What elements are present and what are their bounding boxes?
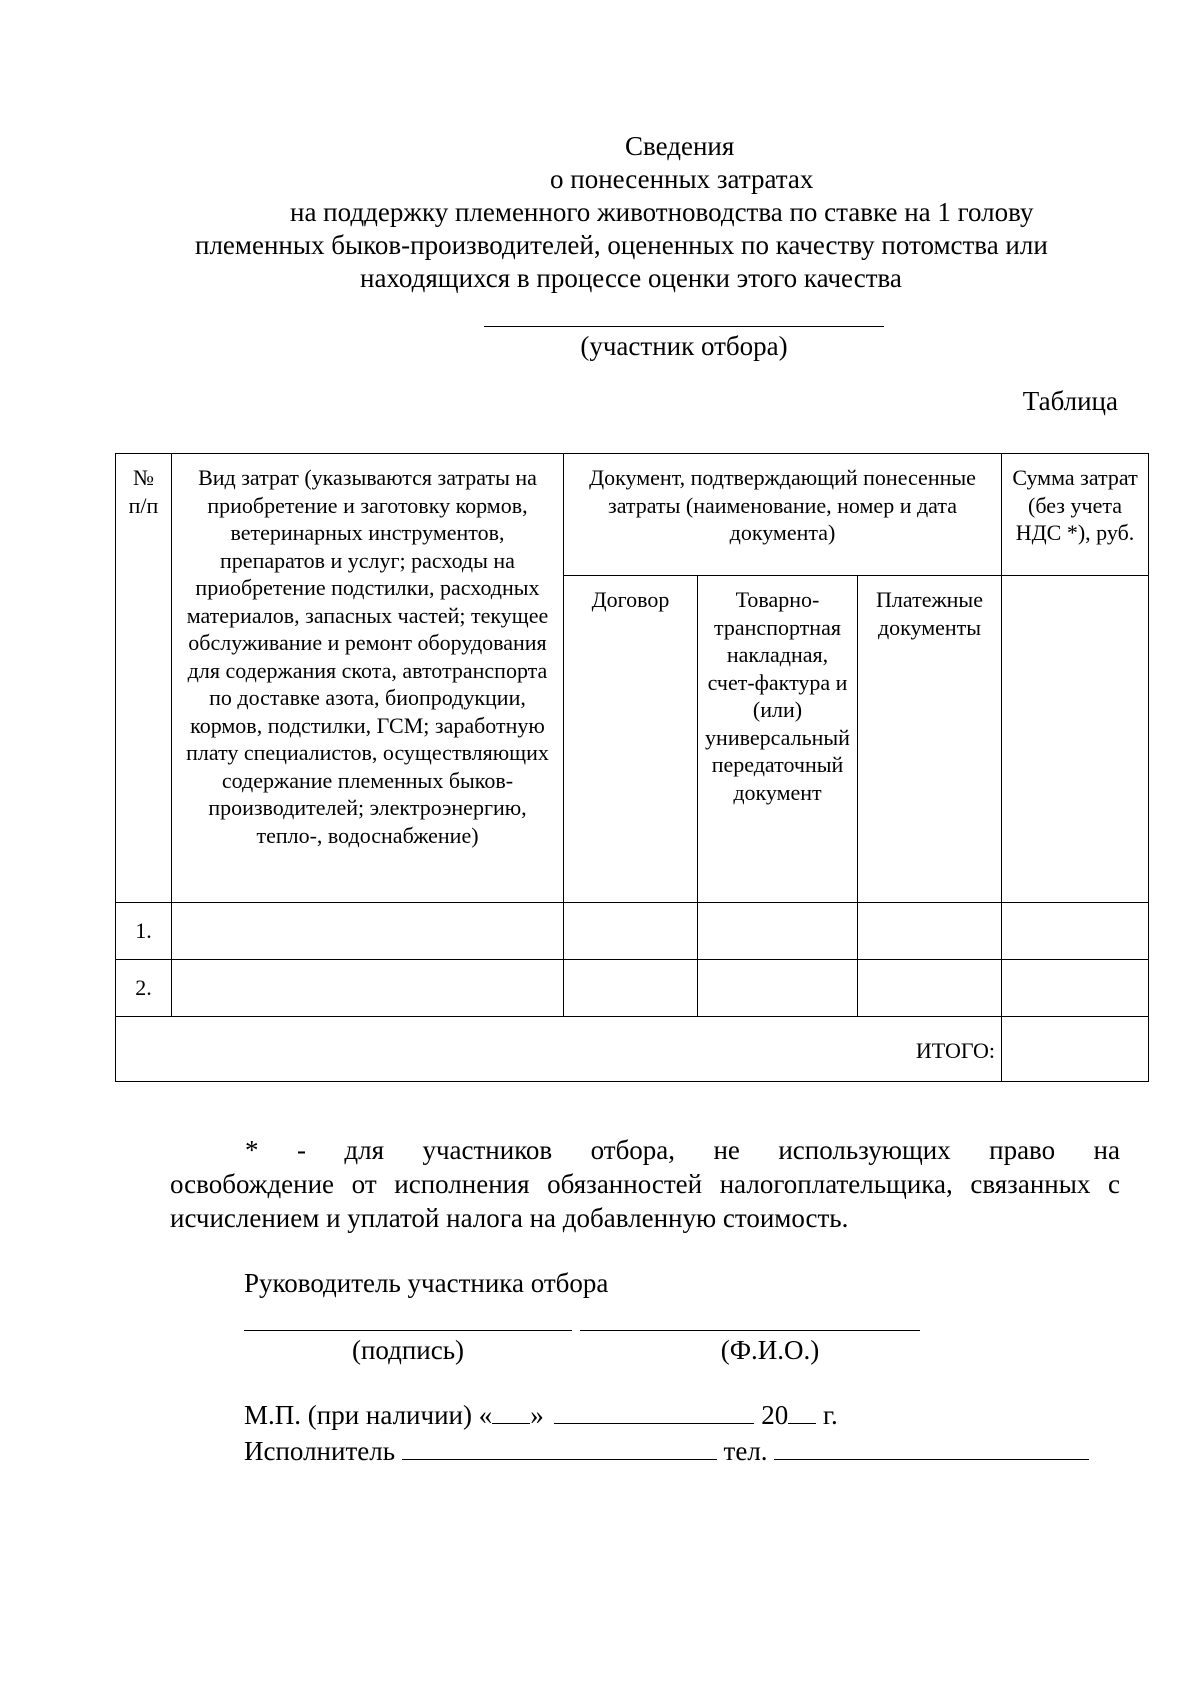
table-header-row bbox=[116, 454, 1149, 576]
stamp-date-line bbox=[244, 1398, 838, 1432]
stamp-label: М.П. (при наличии) « bbox=[244, 1400, 493, 1430]
subheader-contract: Договор bbox=[564, 576, 698, 903]
row-cost-kind-cell[interactable] bbox=[172, 960, 564, 1017]
total-label: ИТОГО: bbox=[116, 1017, 1002, 1082]
row-payment-cell[interactable] bbox=[858, 903, 1002, 960]
header-sum: Сумма затрат (без учета НДС *), руб. bbox=[1002, 454, 1149, 576]
participant-caption: (участник отбора) bbox=[580, 331, 788, 361]
signature-caption: (подпись) bbox=[351, 1335, 465, 1365]
subheader-waybill: Товарно-транспортная накладная, счет-фактура и (или) универсальный передаточный документ bbox=[698, 576, 858, 903]
name-blank-line[interactable] bbox=[580, 1330, 920, 1331]
head-label: Руководитель участника отбора bbox=[244, 1268, 609, 1298]
phone-blank[interactable] bbox=[774, 1435, 1089, 1460]
costs-table bbox=[115, 453, 1149, 1082]
name-caption: (Ф.И.О.) bbox=[720, 1335, 820, 1365]
row-waybill-cell[interactable] bbox=[698, 903, 858, 960]
title-line-3: на поддержку племенного животноводства по ставке на 1 голову bbox=[290, 197, 1034, 227]
month-blank[interactable] bbox=[554, 1399, 754, 1424]
executor-blank[interactable] bbox=[402, 1435, 717, 1460]
subheader-payment: Платежные документы bbox=[858, 576, 1002, 903]
title-line-2: о понесенных затратах bbox=[550, 164, 814, 194]
day-blank[interactable] bbox=[492, 1399, 530, 1424]
footnote-rest: освобождение от исполнения обязанностей налогоплательщика, связанных с исчислением и уплатой налога на добавленную стоимость. bbox=[170, 1169, 1120, 1233]
phone-label: тел. bbox=[723, 1436, 768, 1466]
table-row bbox=[116, 960, 1149, 1017]
row-contract-cell[interactable] bbox=[564, 960, 698, 1017]
participant-blank-line[interactable] bbox=[484, 326, 884, 327]
total-sum-cell[interactable] bbox=[1002, 1017, 1149, 1082]
subheader-sum-empty bbox=[1002, 576, 1149, 903]
table-label: Таблица bbox=[1022, 386, 1118, 416]
vat-footnote bbox=[170, 1133, 1120, 1235]
executor-label: Исполнитель bbox=[244, 1436, 396, 1466]
quote-close: » bbox=[530, 1400, 544, 1430]
document-title bbox=[150, 130, 1150, 295]
title-line-1: Сведения bbox=[625, 131, 735, 161]
row-number: 1. bbox=[116, 903, 172, 960]
title-line-5: находящихся в процессе оценки этого качества bbox=[360, 263, 902, 293]
row-sum-cell[interactable] bbox=[1002, 903, 1149, 960]
executor-line bbox=[244, 1434, 1089, 1468]
year-suffix: г. bbox=[822, 1400, 838, 1430]
table-total-row bbox=[116, 1017, 1149, 1082]
footnote-first-line: * - для участников отбора, не использующих право на bbox=[245, 1135, 1120, 1165]
signature-blank-line[interactable] bbox=[244, 1330, 572, 1331]
header-document: Документ, подтверждающий понесенные затраты (наименование, номер и дата документа) bbox=[564, 454, 1002, 576]
year-prefix: 20 bbox=[761, 1400, 789, 1430]
row-sum-cell[interactable] bbox=[1002, 960, 1149, 1017]
row-contract-cell[interactable] bbox=[564, 903, 698, 960]
row-payment-cell[interactable] bbox=[858, 960, 1002, 1017]
row-waybill-cell[interactable] bbox=[698, 960, 858, 1017]
row-cost-kind-cell[interactable] bbox=[172, 903, 564, 960]
row-number: 2. bbox=[116, 960, 172, 1017]
header-cost-kind: Вид затрат (указываются затраты на приобретение и заготовку кормов, ветеринарных инструментов, препаратов и услуг; расходы на приобретение подстилки, расходных материалов, запасных частей; текущее обслуживание и ремонт оборудования для содержания скота, автотранспорта по доставке азота, биопродукции, кормов, подстилки, ГСМ; заработную плату специалистов, осуществляющих содержание племенных быков-производителей; электроэнергию, тепло-, водоснабжение) bbox=[172, 454, 564, 903]
year-blank[interactable] bbox=[788, 1399, 816, 1424]
header-num: № п/п bbox=[116, 454, 172, 903]
title-line-4: племенных быков-производителей, оцененных по качеству потомства или bbox=[195, 230, 1048, 260]
table-row bbox=[116, 903, 1149, 960]
